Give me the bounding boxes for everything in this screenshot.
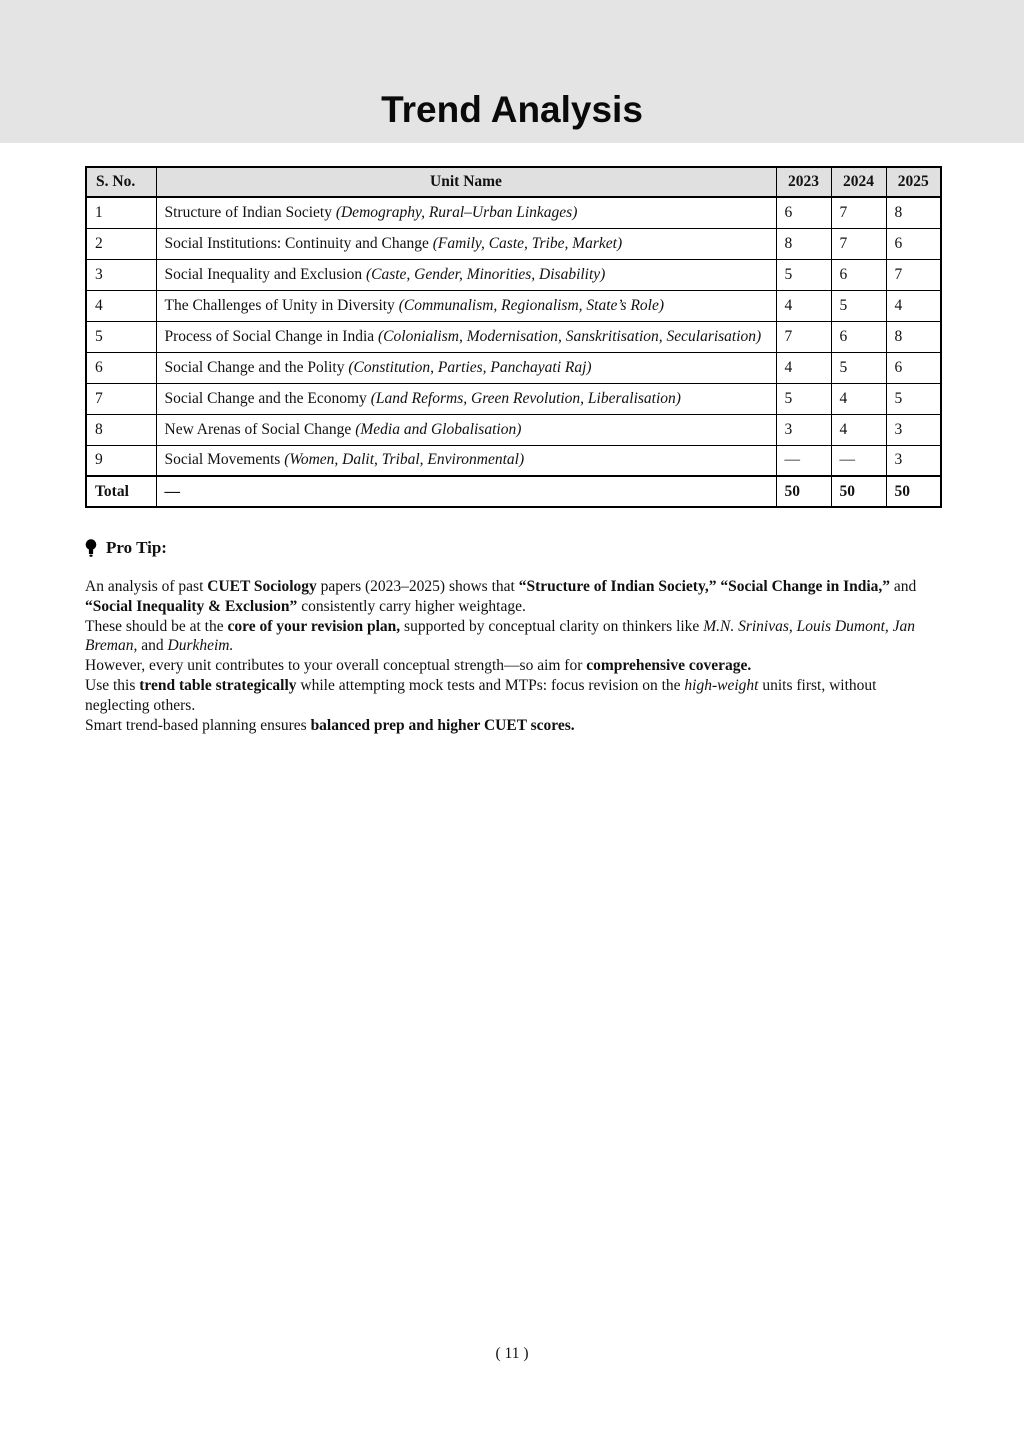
title-band: [0, 0, 1024, 143]
cell-sno: 2: [86, 228, 156, 259]
cell-sno: 1: [86, 197, 156, 228]
table-row: [86, 445, 941, 476]
cell-unit: [156, 352, 776, 383]
col-header-sno: S. No.: [86, 167, 156, 197]
protip-label: Pro Tip:: [106, 538, 167, 557]
col-header-2025: 2025: [886, 167, 941, 197]
lightbulb-icon: [85, 539, 97, 558]
total-2023: 50: [776, 476, 831, 507]
unit-detail: (Colonialism, Modernisation, Sanskritisation, Secularisation): [378, 327, 762, 345]
unit-detail: (Family, Caste, Tribe, Market): [432, 234, 623, 252]
cell-2023: 5: [776, 383, 831, 414]
protip-paragraph-3: However, every unit contributes to your overall conceptual strength—so aim for comprehensive coverage.: [85, 657, 752, 675]
cell-2025: 3: [886, 414, 941, 445]
cell-unit: [156, 414, 776, 445]
table-row: [86, 197, 941, 228]
cell-unit: [156, 445, 776, 476]
cell-2024: 6: [831, 321, 886, 352]
cell-2024: 5: [831, 352, 886, 383]
table-row: [86, 321, 941, 352]
cell-2024: 4: [831, 414, 886, 445]
cell-unit: [156, 228, 776, 259]
protip-paragraph-1: An analysis of past CUET Sociology papers (2023–2025) shows that “Structure of Indian Society,” “Social Change in India,” and “Social Inequality & Exclusion” consistently carry higher weightage.: [85, 578, 917, 615]
cell-sno: 7: [86, 383, 156, 414]
unit-name: New Arenas of Social Change: [164, 420, 352, 438]
table-header-row: [86, 167, 941, 197]
table-row: [86, 414, 941, 445]
total-label: Total: [86, 476, 156, 507]
table-row: [86, 290, 941, 321]
col-header-unit: Unit Name: [156, 167, 776, 197]
unit-detail: (Women, Dalit, Tribal, Environmental): [284, 451, 525, 469]
cell-2025: 7: [886, 259, 941, 290]
cell-2025: 6: [886, 352, 941, 383]
col-header-2023: 2023: [776, 167, 831, 197]
cell-sno: 5: [86, 321, 156, 352]
cell-sno: 8: [86, 414, 156, 445]
cell-unit: [156, 197, 776, 228]
content: [85, 166, 940, 735]
trend-analysis-table: [85, 166, 942, 508]
total-unit-dash: —: [156, 476, 776, 507]
protip-paragraph-5: Smart trend-based planning ensures balanced prep and higher CUET scores.: [85, 716, 575, 734]
cell-2025: 6: [886, 228, 941, 259]
total-2024: 50: [831, 476, 886, 507]
cell-2024: 7: [831, 228, 886, 259]
unit-detail: (Demography, Rural–Urban Linkages): [335, 203, 578, 221]
cell-sno: 6: [86, 352, 156, 383]
protip-heading: [85, 537, 940, 559]
unit-name: Social Change and the Polity: [164, 358, 345, 376]
cell-unit: [156, 383, 776, 414]
total-2025: 50: [886, 476, 941, 507]
protip-paragraph-4: Use this trend table strategically while attempting mock tests and MTPs: focus revision on the high-weight units first, without neglecting others.: [85, 676, 877, 714]
cell-2023: 7: [776, 321, 831, 352]
cell-2025: 8: [886, 321, 941, 352]
unit-detail: (Communalism, Regionalism, State’s Role): [398, 296, 665, 314]
cell-2025: 5: [886, 383, 941, 414]
unit-name: Process of Social Change in India: [164, 327, 375, 345]
table-row: [86, 228, 941, 259]
unit-detail: (Constitution, Parties, Panchayati Raj): [348, 358, 592, 376]
cell-2023: 6: [776, 197, 831, 228]
cell-unit: [156, 290, 776, 321]
page-number: ( 11 ): [495, 1345, 529, 1362]
unit-detail: (Caste, Gender, Minorities, Disability): [365, 265, 606, 283]
cell-sno: 3: [86, 259, 156, 290]
cell-2025: 4: [886, 290, 941, 321]
unit-name: The Challenges of Unity in Diversity: [164, 296, 395, 314]
cell-2023: 8: [776, 228, 831, 259]
cell-unit: [156, 321, 776, 352]
unit-detail: (Media and Globalisation): [355, 420, 522, 438]
cell-2025: 8: [886, 197, 941, 228]
cell-2024: 6: [831, 259, 886, 290]
unit-detail: (Land Reforms, Green Revolution, Liberalisation): [370, 389, 681, 407]
protip-paragraph-2: These should be at the core of your revision plan, supported by conceptual clarity on thinkers like M.N. Srinivas, Louis Dumont, Jan Breman, and Durkheim.: [85, 617, 916, 655]
unit-name: Social Inequality and Exclusion: [164, 265, 363, 283]
cell-2023: —: [776, 445, 831, 476]
table-total-row: [86, 476, 941, 507]
unit-name: Structure of Indian Society: [164, 203, 332, 221]
unit-name: Social Change and the Economy: [164, 389, 367, 407]
cell-2023: 4: [776, 290, 831, 321]
table-row: [86, 259, 941, 290]
col-header-2024: 2024: [831, 167, 886, 197]
cell-2023: 3: [776, 414, 831, 445]
cell-2025: 3: [886, 445, 941, 476]
protip-body: [85, 577, 940, 735]
cell-2023: 5: [776, 259, 831, 290]
cell-2024: —: [831, 445, 886, 476]
unit-name: Social Movements: [164, 451, 281, 469]
cell-2024: 7: [831, 197, 886, 228]
cell-2023: 4: [776, 352, 831, 383]
cell-unit: [156, 259, 776, 290]
cell-2024: 5: [831, 290, 886, 321]
cell-2024: 4: [831, 383, 886, 414]
unit-name: Social Institutions: Continuity and Change: [164, 234, 429, 252]
page-title: Trend Analysis: [381, 89, 643, 130]
table-row: [86, 352, 941, 383]
cell-sno: 4: [86, 290, 156, 321]
table-row: [86, 383, 941, 414]
cell-sno: 9: [86, 445, 156, 476]
